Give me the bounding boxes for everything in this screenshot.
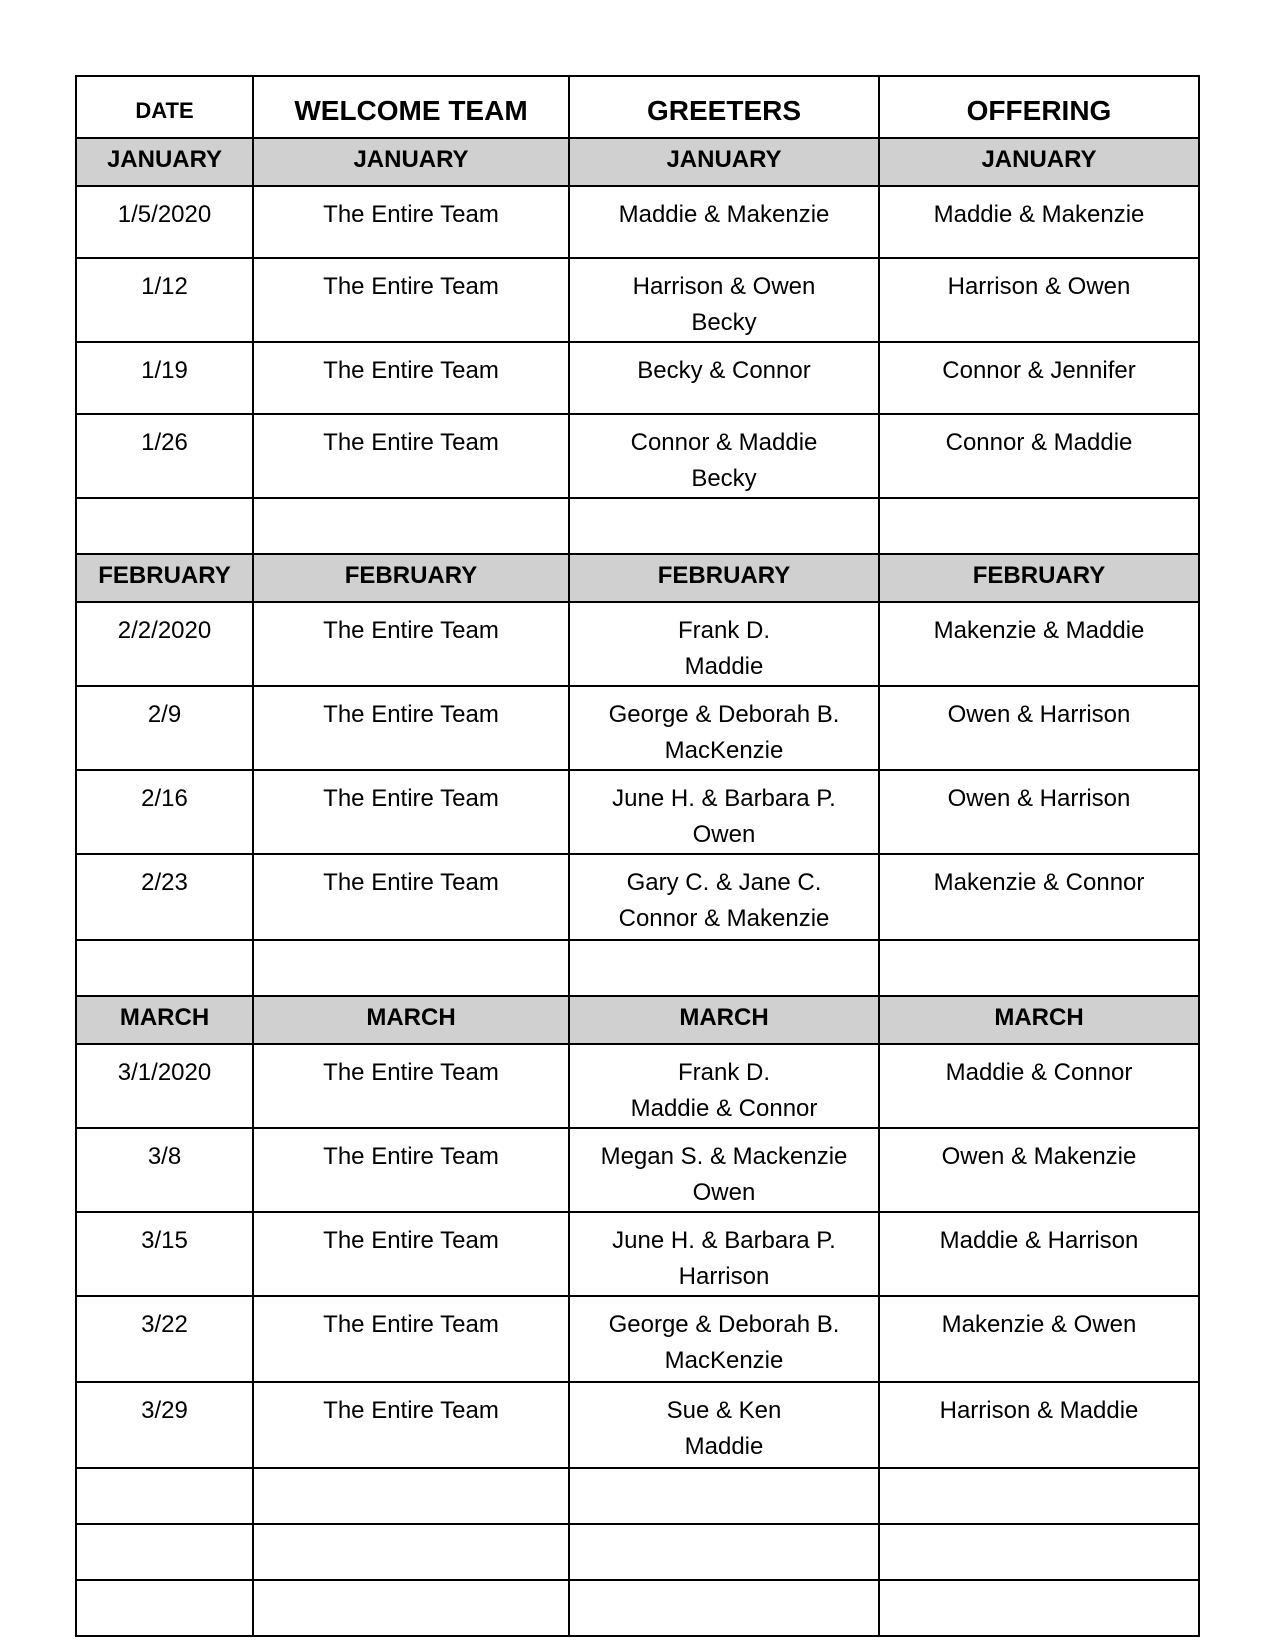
offering-cell: Makenzie & Maddie — [879, 602, 1199, 686]
date-cell: 1/26 — [76, 414, 253, 498]
date-cell: 3/22 — [76, 1296, 253, 1382]
header-welcome-team: WELCOME TEAM — [253, 76, 569, 138]
date-cell: 3/29 — [76, 1382, 253, 1468]
month-label: MARCH — [569, 996, 879, 1044]
blank-row — [76, 940, 1199, 996]
date-cell: 2/9 — [76, 686, 253, 770]
welcome-cell: The Entire Team — [253, 414, 569, 498]
offering-cell: Maddie & Makenzie — [879, 186, 1199, 258]
month-row-march — [76, 996, 1199, 1044]
table-row — [76, 770, 1199, 854]
date-cell: 3/15 — [76, 1212, 253, 1296]
month-row-february — [76, 554, 1199, 602]
blank-row — [76, 1580, 1199, 1636]
greeters-cell: Becky & Connor — [569, 342, 879, 414]
table-row — [76, 1128, 1199, 1212]
offering-cell: Owen & Harrison — [879, 686, 1199, 770]
month-label: MARCH — [76, 996, 253, 1044]
table-row — [76, 342, 1199, 414]
date-cell: 2/23 — [76, 854, 253, 940]
greeters-cell: Gary C. & Jane C. Connor & Makenzie — [569, 854, 879, 940]
header-row — [76, 76, 1199, 138]
greeters-cell: Maddie & Makenzie — [569, 186, 879, 258]
table-row — [76, 602, 1199, 686]
month-label: JANUARY — [569, 138, 879, 186]
offering-cell: Maddie & Harrison — [879, 1212, 1199, 1296]
welcome-cell: The Entire Team — [253, 1382, 569, 1468]
table-row — [76, 186, 1199, 258]
greeters-cell: George & Deborah B. MacKenzie — [569, 686, 879, 770]
greeters-cell: Sue & Ken Maddie — [569, 1382, 879, 1468]
blank-row — [76, 1468, 1199, 1524]
date-cell: 2/2/2020 — [76, 602, 253, 686]
month-label: FEBRUARY — [253, 554, 569, 602]
offering-cell: Harrison & Owen — [879, 258, 1199, 342]
greeters-cell: June H. & Barbara P. Harrison — [569, 1212, 879, 1296]
offering-cell: Makenzie & Owen — [879, 1296, 1199, 1382]
greeters-cell: Connor & Maddie Becky — [569, 414, 879, 498]
table-row — [76, 258, 1199, 342]
month-label: JANUARY — [879, 138, 1199, 186]
welcome-cell: The Entire Team — [253, 602, 569, 686]
welcome-cell: The Entire Team — [253, 770, 569, 854]
blank-row — [76, 498, 1199, 554]
month-row-january — [76, 138, 1199, 186]
month-label: MARCH — [253, 996, 569, 1044]
welcome-cell: The Entire Team — [253, 854, 569, 940]
table-row — [76, 1212, 1199, 1296]
table-row — [76, 854, 1199, 940]
welcome-cell: The Entire Team — [253, 186, 569, 258]
greeters-cell: Harrison & Owen Becky — [569, 258, 879, 342]
date-cell: 3/1/2020 — [76, 1044, 253, 1128]
greeters-cell: Frank D. Maddie — [569, 602, 879, 686]
date-cell: 1/12 — [76, 258, 253, 342]
table-row — [76, 1044, 1199, 1128]
date-cell: 3/8 — [76, 1128, 253, 1212]
date-cell: 1/19 — [76, 342, 253, 414]
volunteer-schedule-table — [75, 75, 1200, 1637]
offering-cell: Harrison & Maddie — [879, 1382, 1199, 1468]
offering-cell: Makenzie & Connor — [879, 854, 1199, 940]
greeters-cell: June H. & Barbara P. Owen — [569, 770, 879, 854]
welcome-cell: The Entire Team — [253, 1128, 569, 1212]
welcome-cell: The Entire Team — [253, 1212, 569, 1296]
header-date: DATE — [76, 76, 253, 138]
welcome-cell: The Entire Team — [253, 342, 569, 414]
month-label: FEBRUARY — [76, 554, 253, 602]
welcome-cell: The Entire Team — [253, 1296, 569, 1382]
date-cell: 1/5/2020 — [76, 186, 253, 258]
date-cell: 2/16 — [76, 770, 253, 854]
offering-cell: Connor & Jennifer — [879, 342, 1199, 414]
greeters-cell: Frank D. Maddie & Connor — [569, 1044, 879, 1128]
month-label: JANUARY — [253, 138, 569, 186]
month-label: JANUARY — [76, 138, 253, 186]
header-greeters: GREETERS — [569, 76, 879, 138]
blank-row — [76, 1524, 1199, 1580]
greeters-cell: Megan S. & Mackenzie Owen — [569, 1128, 879, 1212]
welcome-cell: The Entire Team — [253, 258, 569, 342]
header-offering: OFFERING — [879, 76, 1199, 138]
table-row — [76, 1296, 1199, 1382]
month-label: FEBRUARY — [569, 554, 879, 602]
table-row — [76, 414, 1199, 498]
offering-cell: Owen & Harrison — [879, 770, 1199, 854]
table-row — [76, 686, 1199, 770]
month-label: MARCH — [879, 996, 1199, 1044]
month-label: FEBRUARY — [879, 554, 1199, 602]
table-row — [76, 1382, 1199, 1468]
greeters-cell: George & Deborah B. MacKenzie — [569, 1296, 879, 1382]
welcome-cell: The Entire Team — [253, 1044, 569, 1128]
welcome-cell: The Entire Team — [253, 686, 569, 770]
offering-cell: Maddie & Connor — [879, 1044, 1199, 1128]
offering-cell: Connor & Maddie — [879, 414, 1199, 498]
offering-cell: Owen & Makenzie — [879, 1128, 1199, 1212]
